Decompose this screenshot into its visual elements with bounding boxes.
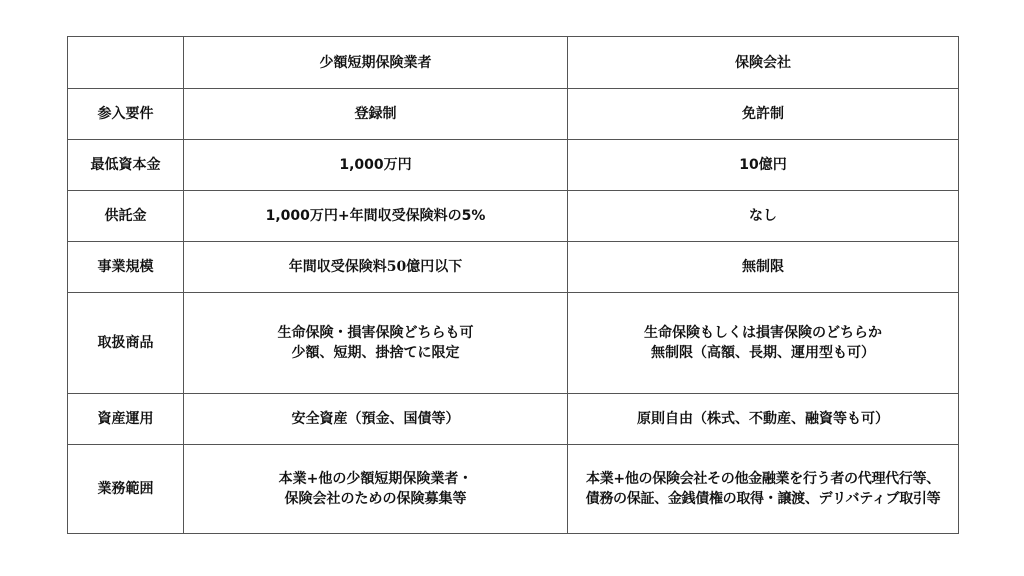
cell-text: 保険会社のための保険募集等 xyxy=(284,491,467,507)
insurance-company-cell xyxy=(568,140,959,191)
insurance-company-cell xyxy=(568,89,959,140)
small-insurer-cell xyxy=(184,191,568,242)
small-insurer-cell xyxy=(184,445,568,534)
row-label: 参入要件 xyxy=(68,89,184,140)
insurance-company-cell xyxy=(568,445,959,534)
row-label: 事業規模 xyxy=(68,242,184,293)
cell-text: 債務の保証、金銭債権の取得・譲渡、デリバティブ取引等 xyxy=(585,491,941,507)
cell-text: 少額、短期、掛捨てに限定 xyxy=(291,345,460,361)
comparison-table xyxy=(67,36,959,534)
insurance-company-cell xyxy=(568,293,959,394)
table-row xyxy=(68,191,959,242)
small-insurer-cell xyxy=(184,140,568,191)
cell-text: 本業+他の保険会社その他金融業を行う者の代理代行等、 xyxy=(586,471,940,487)
header-small-insurer: 少額短期保険業者 xyxy=(184,37,568,89)
row-label: 最低資本金 xyxy=(68,140,184,191)
row-label: 資産運用 xyxy=(68,394,184,445)
insurance-company-cell xyxy=(568,394,959,445)
insurance-company-cell xyxy=(568,191,959,242)
cell-text: 原則自由（株式、不動産、融資等も可） xyxy=(637,411,889,427)
small-insurer-cell xyxy=(184,293,568,394)
corner-cell xyxy=(68,37,184,89)
cell-text: 安全資産（預金、国債等） xyxy=(291,411,460,427)
table-row xyxy=(68,394,959,445)
row-label: 業務範囲 xyxy=(68,445,184,534)
cell-text: 免許制 xyxy=(742,106,784,122)
table-row xyxy=(68,89,959,140)
cell-text: なし xyxy=(749,208,777,224)
small-insurer-cell xyxy=(184,242,568,293)
row-label: 取扱商品 xyxy=(68,293,184,394)
cell-text: 1,000万円+年間収受保険料の5% xyxy=(265,208,486,224)
cell-text: 無制限 xyxy=(742,259,784,275)
cell-text: 無制限（高額、長期、運用型も可） xyxy=(651,345,875,361)
table-row xyxy=(68,140,959,191)
cell-text: 年間収受保険料50億円以下 xyxy=(288,259,463,275)
cell-text: 1,000万円 xyxy=(339,157,412,173)
insurance-company-cell xyxy=(568,242,959,293)
table-row xyxy=(68,445,959,534)
cell-text: 10億円 xyxy=(739,157,787,173)
small-insurer-cell xyxy=(184,89,568,140)
cell-text: 本業+他の少額短期保険業者・ xyxy=(278,471,473,487)
cell-text: 登録制 xyxy=(354,106,397,122)
cell-text: 生命保険・損害保険どちらも可 xyxy=(277,325,474,341)
cell-text: 生命保険もしくは損害保険のどちらか xyxy=(644,325,882,341)
small-insurer-cell xyxy=(184,394,568,445)
table-row xyxy=(68,242,959,293)
row-label: 供託金 xyxy=(68,191,184,242)
header-row xyxy=(68,37,959,89)
header-insurance-company: 保険会社 xyxy=(568,37,959,89)
table-row xyxy=(68,293,959,394)
